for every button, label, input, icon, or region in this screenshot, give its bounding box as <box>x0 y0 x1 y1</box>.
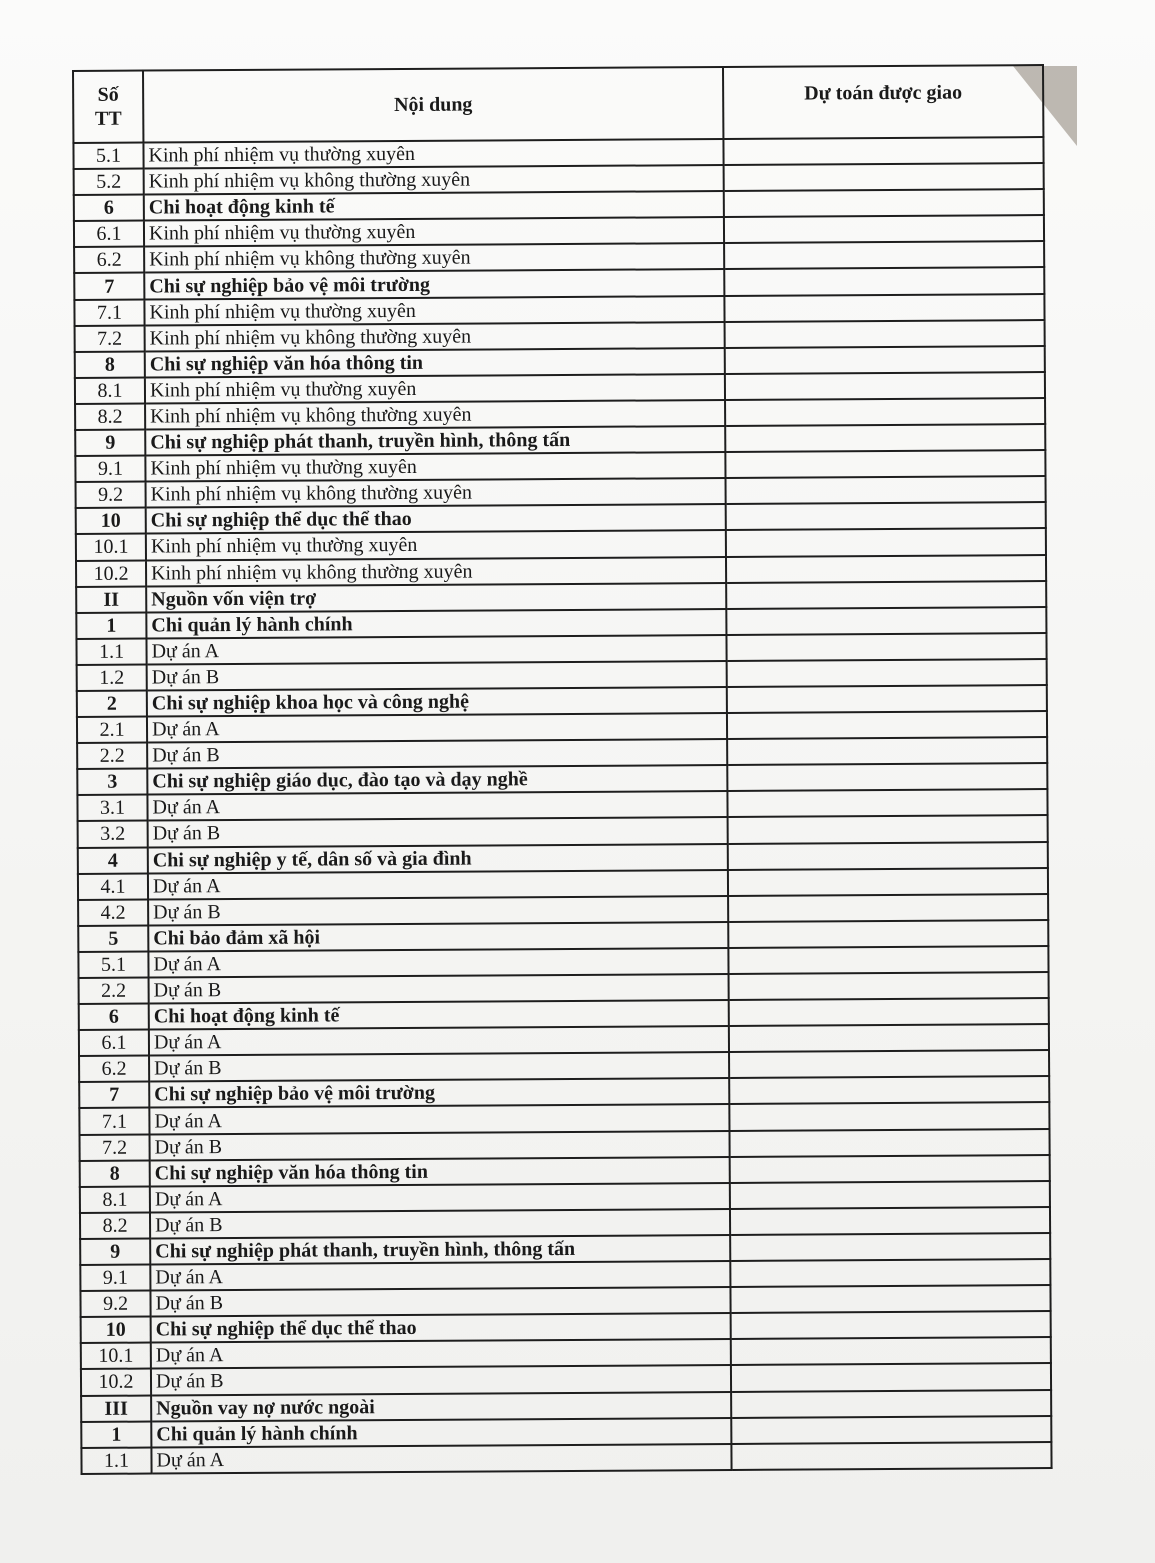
row-estimate-cell <box>725 320 1045 348</box>
row-number-cell: 1.1 <box>81 1447 151 1474</box>
row-estimate-cell <box>724 294 1044 322</box>
row-estimate-cell <box>728 868 1048 896</box>
header-estimate: Dự toán được giao <box>723 65 1043 139</box>
row-content-cell: Chi sự nghiệp văn hóa thông tin <box>150 1157 730 1187</box>
row-number-cell: 3.2 <box>78 821 148 848</box>
row-content-cell: Kinh phí nhiệm vụ không thường xuyên <box>145 322 725 352</box>
row-content-cell: Dự án A <box>150 1261 730 1291</box>
row-content-cell: Dự án B <box>151 1365 731 1395</box>
row-number-cell: 4.1 <box>78 873 148 900</box>
row-estimate-cell <box>728 842 1048 870</box>
row-number-cell: 4 <box>78 847 148 874</box>
header-stt-line2: TT <box>94 107 122 130</box>
row-content-cell: Dự án B <box>150 1131 730 1161</box>
row-number-cell: 5 <box>78 925 148 952</box>
row-number-cell: 10.1 <box>81 1343 151 1370</box>
row-number-cell: 7.2 <box>75 325 145 352</box>
row-estimate-cell <box>727 685 1047 713</box>
row-estimate-cell <box>729 1129 1049 1157</box>
row-estimate-cell <box>727 659 1047 687</box>
row-content-cell: Chi sự nghiệp bảo vệ môi trường <box>144 269 724 299</box>
row-number-cell: 8 <box>80 1160 150 1187</box>
row-estimate-cell <box>726 476 1046 504</box>
budget-table <box>72 64 1053 1475</box>
row-content-cell: Kinh phí nhiệm vụ không thường xuyên <box>144 165 724 195</box>
row-number-cell: 9.2 <box>80 1291 150 1318</box>
row-estimate-cell <box>723 137 1043 165</box>
row-content-cell: Kinh phí nhiệm vụ không thường xuyên <box>146 478 726 508</box>
row-content-cell: Dự án B <box>149 974 729 1004</box>
row-number-cell: 10.2 <box>76 560 146 587</box>
row-content-cell: Dự án B <box>149 1052 729 1082</box>
row-estimate-cell <box>730 1181 1050 1209</box>
row-number-cell: 7.1 <box>79 1108 149 1135</box>
row-estimate-cell <box>728 894 1048 922</box>
row-estimate-cell <box>725 424 1045 452</box>
table-row <box>81 1442 1051 1474</box>
row-number-cell: 9.2 <box>76 482 146 509</box>
row-estimate-cell <box>724 215 1044 243</box>
row-content-cell: Chi quản lý hành chính <box>146 609 726 639</box>
row-number-cell: 10 <box>81 1317 151 1344</box>
row-estimate-cell <box>724 163 1044 191</box>
row-estimate-cell <box>729 972 1049 1000</box>
row-estimate-cell <box>731 1416 1051 1444</box>
row-content-cell: Chi sự nghiệp khoa học và công nghệ <box>147 687 727 717</box>
row-content-cell: Kinh phí nhiệm vụ không thường xuyên <box>146 557 726 587</box>
row-content-cell: Chi sự nghiệp y tế, dân số và gia đình <box>148 844 728 874</box>
header-stt-line1: Số <box>97 83 119 106</box>
row-content-cell: Dự án A <box>147 713 727 743</box>
row-estimate-cell <box>726 607 1046 635</box>
row-number-cell: 2 <box>77 691 147 718</box>
row-estimate-cell <box>725 346 1045 374</box>
budget-table-container <box>72 64 1053 1475</box>
row-number-cell: 5.1 <box>73 143 143 170</box>
row-number-cell: 8.1 <box>80 1186 150 1213</box>
row-estimate-cell <box>726 555 1046 583</box>
row-number-cell: 6.2 <box>74 247 144 274</box>
row-estimate-cell <box>731 1311 1051 1339</box>
row-content-cell: Chi bảo đảm xã hội <box>148 922 728 952</box>
row-content-cell: Chi quản lý hành chính <box>151 1418 731 1448</box>
row-content-cell: Chi sự nghiệp phát thanh, truyền hình, thông tấn <box>145 426 725 456</box>
row-number-cell: 1 <box>76 612 146 639</box>
row-estimate-cell <box>727 789 1047 817</box>
row-content-cell: Nguồn vay nợ nước ngoài <box>151 1391 731 1421</box>
row-content-cell: Dự án A <box>148 948 728 978</box>
header-content: Nội dung <box>143 67 723 143</box>
row-estimate-cell <box>726 528 1046 556</box>
row-estimate-cell <box>731 1337 1051 1365</box>
row-content-cell: Dự án A <box>148 870 728 900</box>
row-number-cell: 7.1 <box>74 299 144 326</box>
row-estimate-cell <box>730 1155 1050 1183</box>
row-number-cell: 1 <box>81 1421 151 1448</box>
row-number-cell: II <box>76 586 146 613</box>
row-estimate-cell <box>727 737 1047 765</box>
row-content-cell: Chi sự nghiệp bảo vệ môi trường <box>149 1078 729 1108</box>
row-content-cell: Dự án B <box>150 1287 730 1317</box>
row-estimate-cell <box>726 581 1046 609</box>
row-number-cell: III <box>81 1395 151 1422</box>
row-estimate-cell <box>727 711 1047 739</box>
row-estimate-cell <box>729 1103 1049 1131</box>
row-content-cell: Chi hoạt động kinh tế <box>149 1000 729 1030</box>
row-estimate-cell <box>729 1024 1049 1052</box>
row-number-cell: 9 <box>80 1238 150 1265</box>
row-content-cell: Dự án A <box>147 791 727 821</box>
row-estimate-cell <box>731 1390 1051 1418</box>
row-estimate-cell <box>731 1363 1051 1391</box>
row-content-cell: Chi sự nghiệp thể dục thể thao <box>146 504 726 534</box>
row-estimate-cell <box>729 1050 1049 1078</box>
row-content-cell: Chi sự nghiệp văn hóa thông tin <box>145 348 725 378</box>
row-content-cell: Kinh phí nhiệm vụ không thường xuyên <box>144 243 724 273</box>
row-number-cell: 6 <box>74 195 144 222</box>
row-number-cell: 8 <box>75 351 145 378</box>
row-content-cell: Nguồn vốn viện trợ <box>146 583 726 613</box>
row-number-cell: 1.2 <box>77 664 147 691</box>
row-number-cell: 6.2 <box>79 1056 149 1083</box>
table-body <box>73 137 1051 1474</box>
row-content-cell: Kinh phí nhiệm vụ thường xuyên <box>145 452 725 482</box>
row-number-cell: 3 <box>77 769 147 796</box>
row-number-cell: 3.1 <box>77 795 147 822</box>
row-number-cell: 2.2 <box>79 978 149 1005</box>
row-content-cell: Chi sự nghiệp thể dục thể thao <box>151 1313 731 1343</box>
row-content-cell: Kinh phí nhiệm vụ thường xuyên <box>145 374 725 404</box>
row-number-cell: 8.2 <box>80 1212 150 1239</box>
row-estimate-cell <box>729 1076 1049 1104</box>
row-content-cell: Dự án B <box>148 896 728 926</box>
row-number-cell: 7 <box>74 273 144 300</box>
row-estimate-cell <box>730 1259 1050 1287</box>
row-estimate-cell <box>726 502 1046 530</box>
row-number-cell: 2.1 <box>77 717 147 744</box>
row-content-cell: Kinh phí nhiệm vụ không thường xuyên <box>145 400 725 430</box>
row-content-cell: Dự án B <box>150 1209 730 1239</box>
row-estimate-cell <box>724 189 1044 217</box>
row-estimate-cell <box>731 1442 1051 1470</box>
row-estimate-cell <box>728 815 1048 843</box>
row-estimate-cell <box>726 633 1046 661</box>
row-content-cell: Dự án B <box>147 661 727 691</box>
row-content-cell: Dự án A <box>151 1444 731 1474</box>
row-content-cell: Dự án A <box>149 1026 729 1056</box>
row-content-cell: Dự án A <box>150 1183 730 1213</box>
row-content-cell: Kinh phí nhiệm vụ thường xuyên <box>144 296 724 326</box>
table-header-row <box>73 65 1043 143</box>
row-content-cell: Chi hoạt động kinh tế <box>144 191 724 221</box>
row-number-cell: 1.1 <box>76 638 146 665</box>
row-estimate-cell <box>724 268 1044 296</box>
header-stt <box>73 71 143 143</box>
row-number-cell: 5.1 <box>78 951 148 978</box>
row-content-cell: Chi sự nghiệp phát thanh, truyền hình, thông tấn <box>150 1235 730 1265</box>
row-estimate-cell <box>730 1207 1050 1235</box>
row-estimate-cell <box>725 372 1045 400</box>
row-estimate-cell <box>724 241 1044 269</box>
row-number-cell: 9 <box>75 430 145 457</box>
row-number-cell: 10.2 <box>81 1369 151 1396</box>
row-content-cell: Chi sự nghiệp giáo dục, đào tạo và dạy nghề <box>147 765 727 795</box>
row-number-cell: 6.1 <box>79 1030 149 1057</box>
row-number-cell: 6.1 <box>74 221 144 248</box>
row-number-cell: 8.2 <box>75 403 145 430</box>
row-content-cell: Dự án A <box>151 1339 731 1369</box>
row-estimate-cell <box>728 920 1048 948</box>
row-content-cell: Dự án B <box>147 739 727 769</box>
row-number-cell: 2.2 <box>77 743 147 770</box>
row-content-cell: Kinh phí nhiệm vụ thường xuyên <box>144 217 724 247</box>
row-estimate-cell <box>727 763 1047 791</box>
row-number-cell: 7.2 <box>80 1134 150 1161</box>
row-number-cell: 9.1 <box>80 1265 150 1292</box>
row-content-cell: Kinh phí nhiệm vụ thường xuyên <box>146 530 726 560</box>
row-content-cell: Kinh phí nhiệm vụ thường xuyên <box>143 139 723 169</box>
row-estimate-cell <box>728 946 1048 974</box>
row-number-cell: 10.1 <box>76 534 146 561</box>
row-content-cell: Dự án B <box>148 817 728 847</box>
row-content-cell: Dự án A <box>149 1104 729 1134</box>
row-number-cell: 9.1 <box>75 456 145 483</box>
row-number-cell: 5.2 <box>74 169 144 196</box>
row-estimate-cell <box>730 1233 1050 1261</box>
row-number-cell: 10 <box>76 508 146 535</box>
row-estimate-cell <box>725 398 1045 426</box>
row-estimate-cell <box>730 1285 1050 1313</box>
row-number-cell: 8.1 <box>75 377 145 404</box>
row-content-cell: Dự án A <box>146 635 726 665</box>
row-number-cell: 4.2 <box>78 899 148 926</box>
row-number-cell: 7 <box>79 1082 149 1109</box>
row-number-cell: 6 <box>79 1004 149 1031</box>
row-estimate-cell <box>729 998 1049 1026</box>
row-estimate-cell <box>725 450 1045 478</box>
